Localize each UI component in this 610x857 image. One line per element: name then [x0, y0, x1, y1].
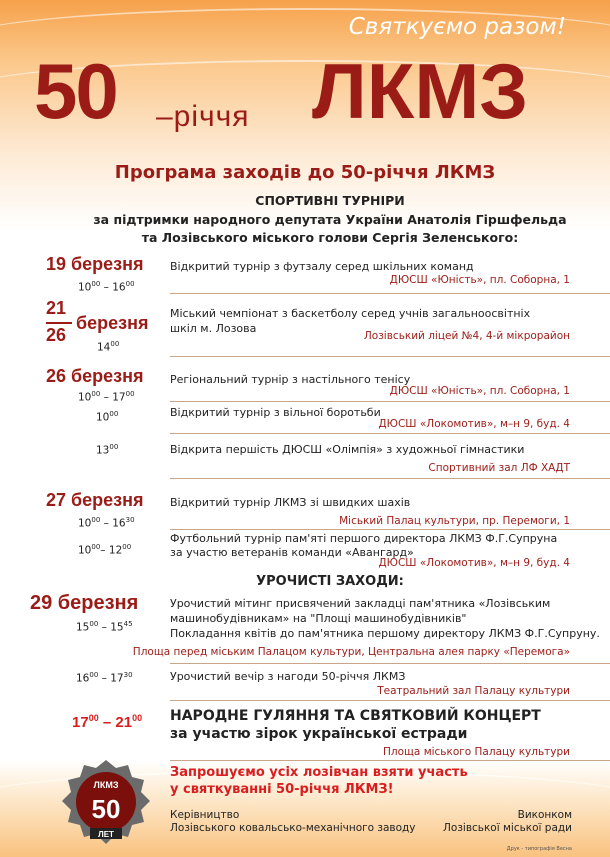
time: $13^{00}$	[96, 443, 119, 457]
ceremonial-heading: УРОЧИСТІ ЗАХОДИ:	[256, 574, 404, 589]
event-text: шкіл м. Лозова	[170, 322, 257, 335]
invite-line: у святкуванні 50-річчя ЛКМЗ!	[170, 782, 394, 797]
signature-right	[443, 809, 572, 835]
venue: Лозівський ліцей №4, 4-й мікрорайон	[363, 330, 570, 342]
org-abbr: ЛКМЗ	[312, 47, 529, 135]
separator	[170, 433, 610, 434]
event-text: Відкритий турнір з футзалу серед шкільних команд	[170, 260, 474, 273]
anniversary-number: 50	[34, 47, 117, 135]
separator	[170, 700, 610, 701]
venue: Міський Палац культури, пр. Перемоги, 1	[339, 515, 570, 527]
logo-top-text: ЛКМЗ	[93, 780, 119, 790]
logo-number: 50	[91, 794, 121, 824]
venue: ДЮСШ «Юність», пл. Соборна, 1	[389, 274, 570, 286]
time-range: $10^{00}-$ $12^{00}$	[78, 543, 132, 557]
date-19: 19 березня	[46, 254, 144, 274]
signature-left-line: Керівництво	[170, 809, 240, 821]
date-to: 26	[46, 325, 67, 345]
event-text: Покладання квітів до пам'ятника першому директору ЛКМЗ Ф.Г.Супруну.	[170, 627, 600, 640]
support-line: за підтримки народного депутата України Анатолія Гіршфельда	[93, 212, 567, 227]
event-text: машинобудівникам» на "Площі машинобудівників"	[170, 612, 467, 625]
venue: Театральний зал Палацу культури	[377, 685, 570, 697]
event-text: Урочистий вечір з нагоди 50-річчя ЛКМЗ	[170, 670, 406, 683]
time-range: $10^{00} - 17^{00}$	[78, 390, 135, 404]
venue: Площа перед міським Палацом культури, Центральна алея парку «Перемога»	[132, 646, 570, 658]
time-range: $10^{00} - 16^{00}$	[78, 280, 135, 294]
signature-right-line: Виконком	[517, 809, 572, 821]
logo-bottom-text: ЛЕТ	[98, 830, 114, 839]
invite-line: Запрошуємо усіх лозівчан взяти участь	[170, 765, 468, 780]
signature-right-line: Лозівської міської ради	[443, 822, 572, 834]
separator	[170, 760, 610, 761]
date-26: 26 березня	[46, 366, 144, 386]
date-27: 27 березня	[46, 490, 144, 510]
separator	[170, 356, 610, 357]
time: $14^{00}$	[97, 340, 120, 354]
signature-left-line: Лозівського ковальсько-механічного заводу	[170, 822, 416, 834]
slogan: Святкуємо разом!	[348, 14, 566, 40]
event-text: Відкритий турнір з вільної боротьби	[170, 406, 381, 419]
lkmz-logo	[56, 758, 156, 848]
signature-left	[170, 809, 416, 835]
separator	[170, 478, 610, 479]
event-text: Міський чемпіонат з баскетболу серед учнів загальноосвітніх	[170, 307, 531, 320]
time-range: $15^{00} - 15^{45}$	[76, 620, 133, 634]
print-note: Друк - типографія Весна	[506, 846, 572, 852]
time-range: $16^{00} - 17^{30}$	[76, 671, 133, 685]
event-text: за участю ветеранів команди «Авангард»	[170, 546, 414, 559]
anniversary-suffix: –річчя	[156, 100, 250, 133]
event-text: Регіональний турнір з настільного тенісу	[170, 373, 411, 386]
event-text: Футбольний турнір пам'яті першого директора ЛКМЗ Ф.Г.Супруна	[170, 532, 558, 545]
venue: ДЮСШ «Локомотив», м–н 9, буд. 4	[378, 557, 570, 569]
event-text: Урочистий мітинг присвячений закладці пам'ятника «Лозівським	[170, 597, 551, 610]
fraction-bar	[46, 322, 72, 324]
event-text: Відкрита першість ДЮСШ «Олімпія» з художньої гімнастики	[170, 443, 525, 456]
separator	[170, 663, 610, 664]
venue: Площа міського Палацу культури	[383, 746, 570, 758]
sports-heading: СПОРТИВНІ ТУРНІРИ	[255, 193, 405, 208]
separator	[170, 401, 610, 402]
venue: Спортивний зал ЛФ ХАДТ	[428, 462, 570, 474]
venue: ДЮСШ «Юність», пл. Соборна, 1	[389, 385, 570, 397]
support-line: та Лозівського міського голови Сергія Зеленського:	[141, 230, 519, 245]
venue: ДЮСШ «Локомотив», м–н 9, буд. 4	[378, 418, 570, 430]
event-text: Відкритий турнір ЛКМЗ зі швидких шахів	[170, 496, 411, 509]
time: $10^{00}$	[96, 410, 119, 424]
separator	[170, 293, 610, 294]
separator	[170, 529, 610, 530]
concert-title: НАРОДНЕ ГУЛЯННЯ ТА СВЯТКОВИЙ КОНЦЕРТ	[170, 708, 541, 724]
concert-subtitle: за участю зірок української естради	[170, 726, 468, 742]
date-29: 29 березня	[30, 592, 139, 614]
date-month: березня	[76, 313, 149, 333]
time-range: $10^{00} - 16^{30}$	[78, 516, 135, 530]
date-from: 21	[46, 298, 67, 318]
program-title: Програма заходів до 50-річчя ЛКМЗ	[114, 162, 496, 183]
concert-time: $17^{00} - 21^{00}$	[72, 713, 143, 731]
